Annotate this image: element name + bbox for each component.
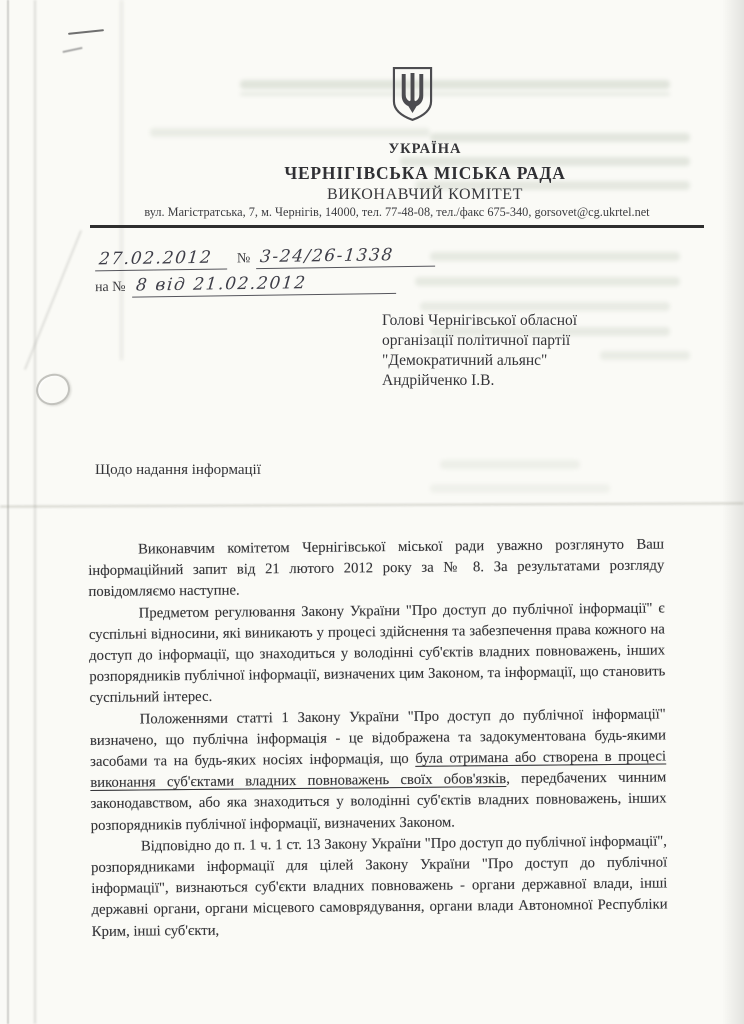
outgoing-number-handwritten: 3-24/26-1338 — [259, 245, 396, 268]
pencil-mark — [68, 29, 104, 35]
body-paragraph-3 — [90, 704, 667, 837]
number-sign-label: № — [236, 251, 251, 267]
letter-body — [88, 534, 668, 942]
addressee-line: Андрійченко І.В. — [382, 372, 495, 389]
body-paragraph-1: Виконавчим комітетом Чернігівської міської ради уважно розглянуто Ваш інформаційний запит від 21 лютого 2012 року за № 8. За результатами розгляду повідомляємо наступне. — [88, 536, 665, 601]
letterhead-organization: ЧЕРНІГІВСЬКА МІСЬКА РАДА — [284, 163, 566, 183]
paper-fold-streak — [34, 0, 36, 1024]
outgoing-number-field — [256, 245, 435, 269]
outgoing-date-field — [95, 248, 227, 272]
body-paragraph-4: Відповідно до п. 1 ч. 1 ст. 13 Закону України "Про доступ до публічної інформації", розпорядниками інформації для цілей Закону України "Про доступ до публічної інформації", визнаються суб'єкти владних повноважень - органи державної влади, інші державні органи, органи місцевого самоврядування, органи влади Автономної Республіки Крим, інші суб'єкти, — [91, 833, 668, 940]
bleed-through-line — [440, 460, 580, 469]
addressee-line: Голові Чернігівської обласної — [382, 312, 578, 329]
bleed-through-underline — [240, 93, 670, 95]
letterhead-department: ВИКОНАВЧИЙ КОМІТЕТ — [326, 186, 524, 203]
bleed-through-line — [420, 302, 670, 311]
subject-line: Щодо надання інформації — [95, 462, 261, 478]
scan-scratch — [24, 230, 82, 370]
addressee-block — [382, 311, 642, 391]
paper-fold-streak — [120, 0, 123, 360]
letterhead-address-line: вул. Магістратська, 7, м. Чернігів, 14000, тел. 77-48-08, тел./факс 675-340, gorsovet@cg.ukrtel.net — [90, 205, 704, 228]
letterhead-country: УКРАЇНА — [388, 141, 462, 157]
ukraine-trident-emblem-icon — [391, 66, 434, 127]
outgoing-date-handwritten: 27.02.2012 — [98, 247, 214, 270]
horizontal-crease — [0, 502, 744, 507]
bleed-through-line — [415, 277, 680, 286]
hole-punch-impression — [33, 370, 73, 408]
reference-row-incoming — [95, 272, 396, 298]
bleed-through-line — [430, 252, 680, 261]
bleed-through-line — [240, 80, 670, 89]
incoming-number-handwritten: 8 від 21.02.2012 — [134, 273, 308, 296]
bleed-through-line — [430, 484, 610, 493]
incoming-number-field — [131, 272, 395, 298]
addressee-line: "Демократичний альянс" — [382, 352, 548, 369]
bleed-through-line — [150, 128, 430, 137]
addressee-line: організації політичної партії — [382, 332, 571, 349]
body-paragraph-3-underlined: була отримана або створена в процесі виконання суб'єктами владних повноважень своїх обов'язків — [90, 748, 667, 792]
body-paragraph-3-post: , передбачених чинним законодавством, або яка знаходиться у володінні суб'єктів владних повноважень, інших розпорядників публічної інформації, визначених Законом. — [90, 769, 667, 834]
reply-to-label: на № — [94, 279, 126, 296]
right-edge-shadow — [722, 0, 744, 1024]
pencil-scribble — [61, 42, 82, 53]
left-edge-shadow — [7, 0, 9, 1024]
reference-row-outgoing — [95, 245, 436, 272]
body-paragraph-3-pre: Положеннями статті 1 Закону України "Про доступ до публічної інформації" визначено, що публічна інформація - це відображена та задокументована будь-якими засобами та на будь-яких носіях інформація, що — [89, 706, 666, 771]
body-paragraph-2: Предметом регулювання Закону України "Про доступ до публічної інформації" є суспільні відносини, які виникають у процесі здійснення та забезпечення права кожного на доступ до інформації, що знаходиться у володінні суб'єктів владних повноважень, інших розпорядників публічної інформації, визначених цим Законом, та інформації, що становить суспільний інтерес. — [88, 600, 666, 707]
